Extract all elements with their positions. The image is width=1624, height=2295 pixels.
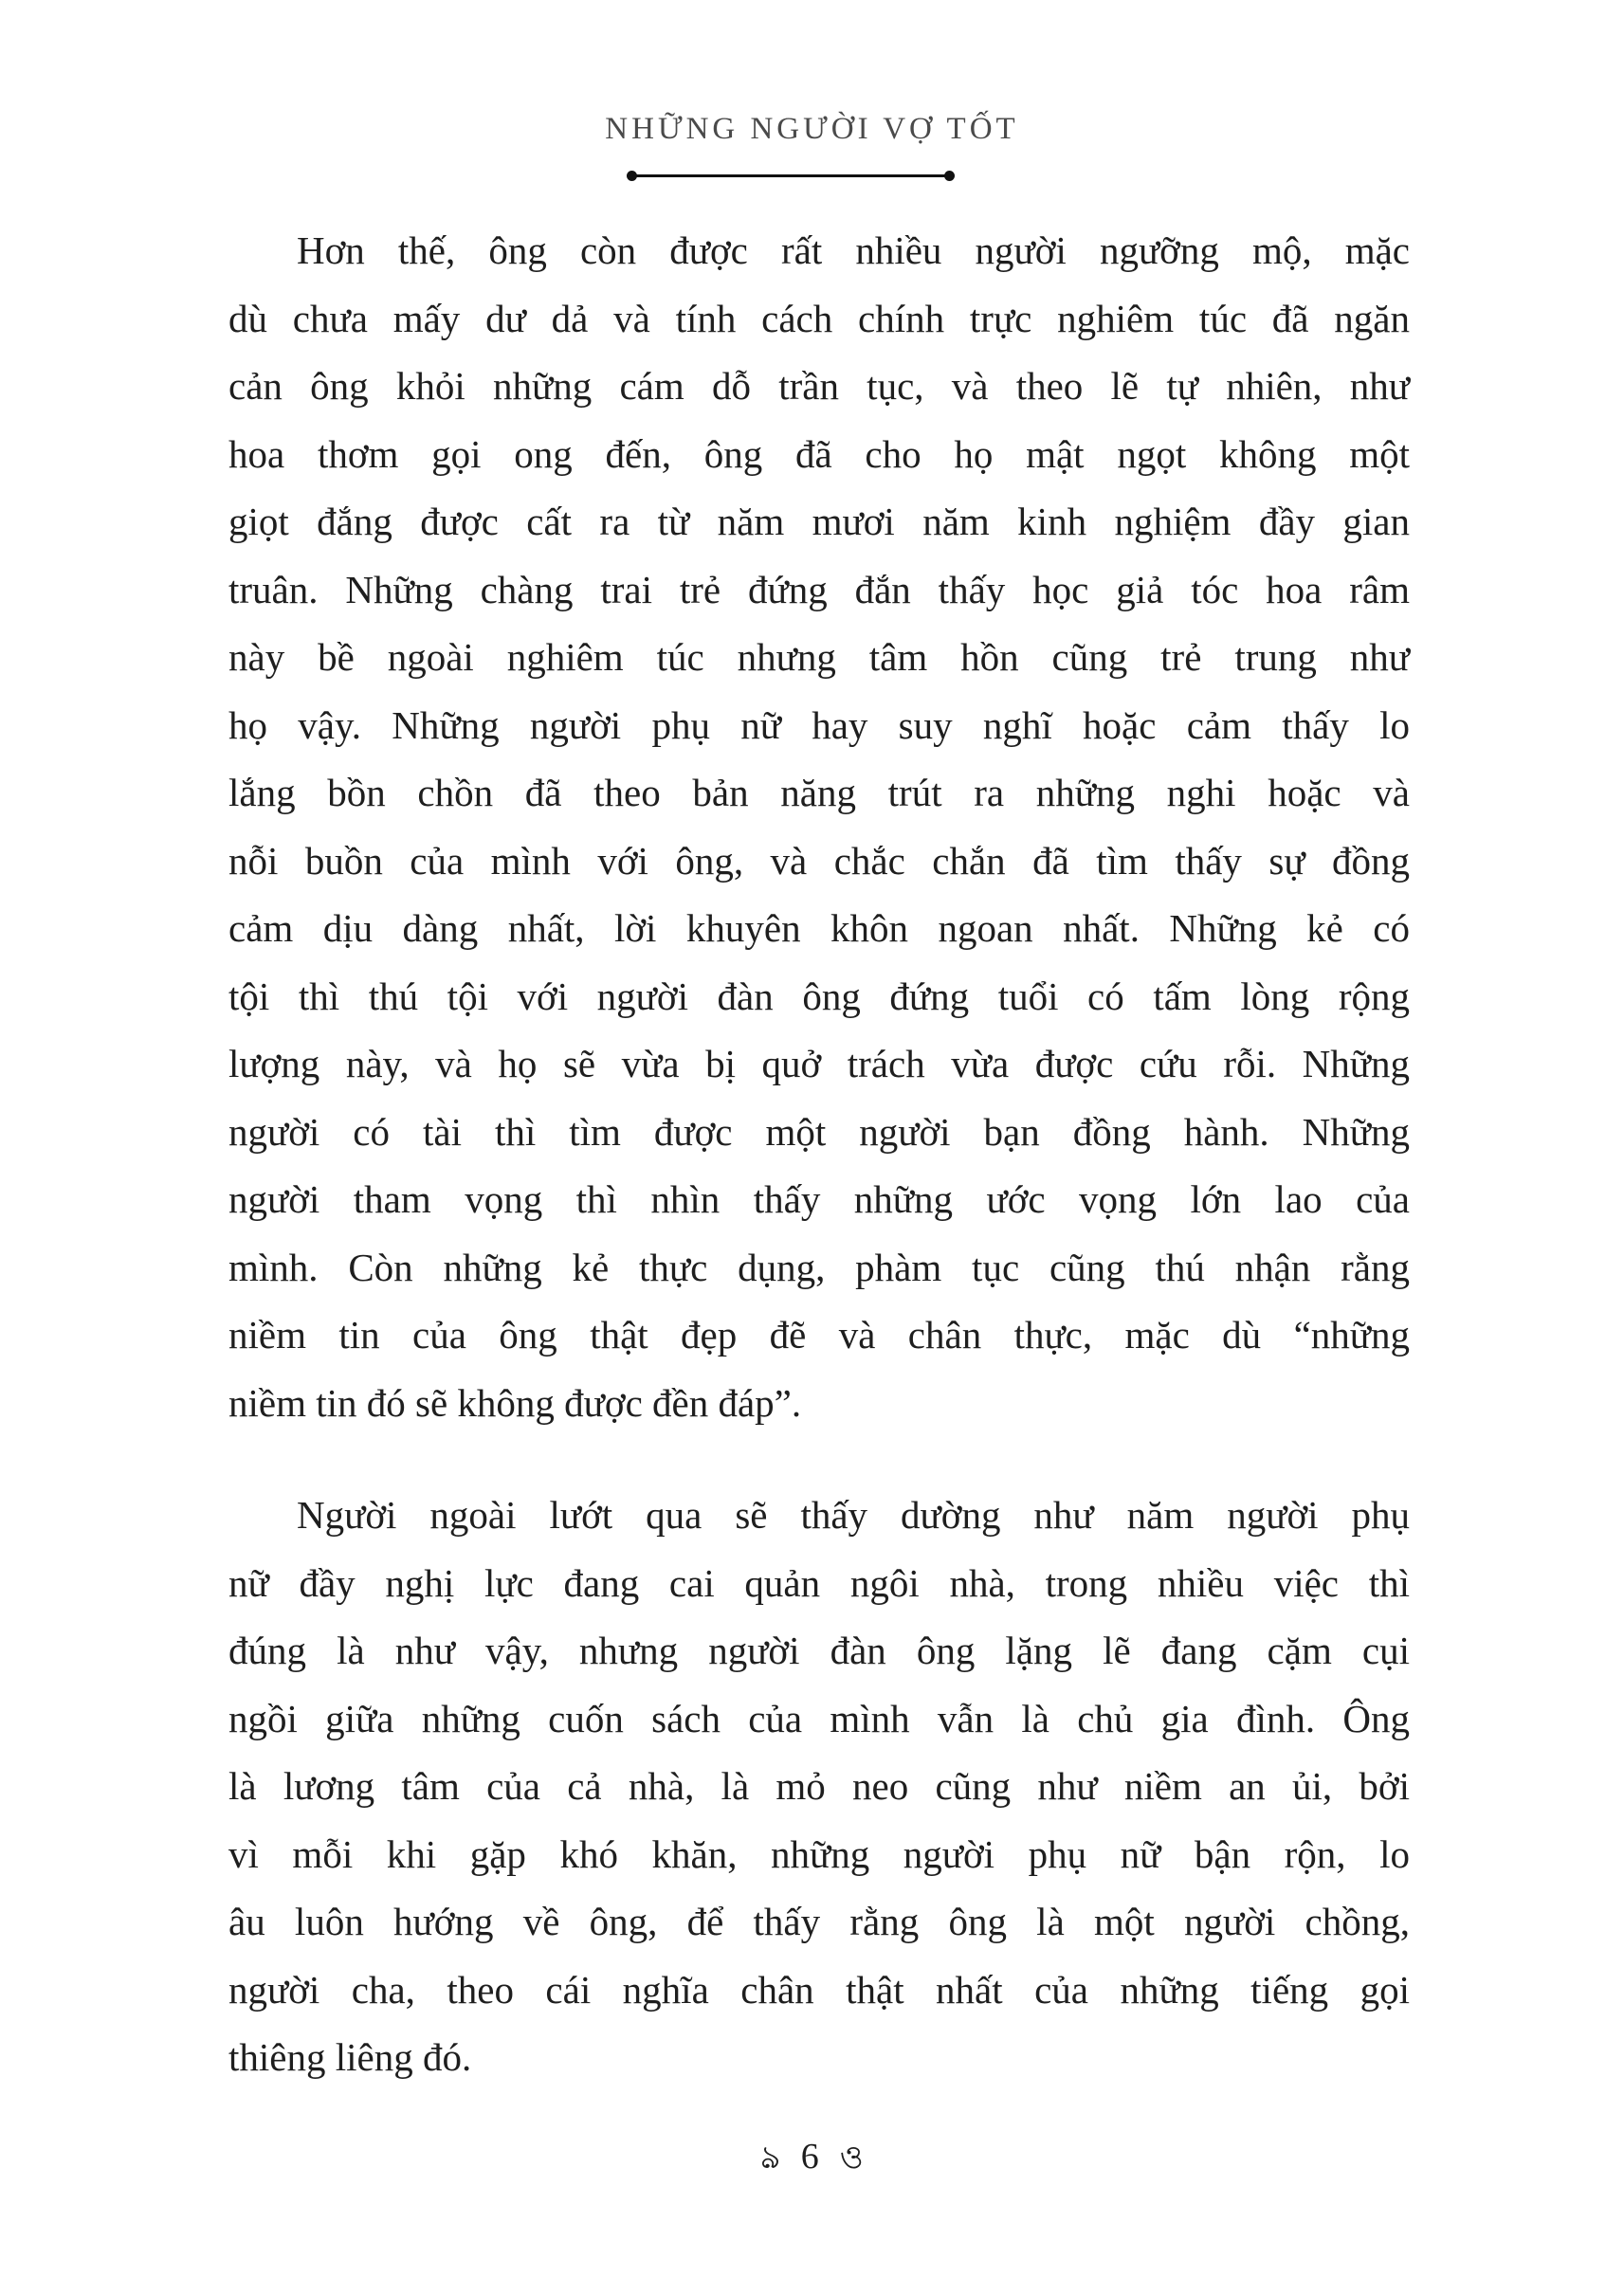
page-number: 6 <box>800 2137 819 2177</box>
text-line: mình. Còn những kẻ thực dụng, phàm tục cũng thú nhận rằng <box>228 1245 1410 1289</box>
text-line: nỗi buồn của mình với ông, và chắc chắn đã tìm thấy sự đồng <box>228 838 1410 883</box>
text-line: hoa thơm gọi ong đến, ông đã cho họ mật ngọt không một <box>228 431 1410 476</box>
paragraph-2 <box>228 1482 1410 2092</box>
running-header: NHỮNG NGƯỜI VỢ TỐT <box>605 112 1019 146</box>
text-line: lắng bồn chồn đã theo bản năng trút ra những nghi hoặc và <box>228 771 1410 814</box>
text-line: cảm dịu dàng nhất, lời khuyên khôn ngoan nhất. Những kẻ có <box>228 906 1410 950</box>
text-line: Hơn thế, ông còn được rất nhiều người ngưỡng mộ, mặc <box>297 228 1410 272</box>
text-line: người cha, theo cái nghĩa chân thật nhất của những tiếng gọi <box>228 1967 1410 2012</box>
text-line: người tham vọng thì nhìn thấy những ước vọng lớn lao của <box>228 1177 1410 1221</box>
text-line: niềm tin của ông thật đẹp đẽ và chân thực, mặc dù “những <box>228 1313 1410 1357</box>
text-line: này bề ngoài nghiêm túc nhưng tâm hồn cũng trẻ trung như <box>228 635 1410 679</box>
text-line: truân. Những chàng trai trẻ đứng đắn thấy học giả tóc hoa râm <box>228 567 1410 611</box>
text-line: âu luôn hướng về ông, để thấy rằng ông là một người chồng, <box>228 1900 1410 1943</box>
text-line: thiêng liêng đó. <box>228 2035 472 2079</box>
text-line: người có tài thì tìm được một người bạn đồng hành. Những <box>228 1109 1410 1154</box>
header-divider <box>630 174 951 177</box>
text-line: dù chưa mấy dư dả và tính cách chính trực nghiêm túc đã ngăn <box>228 296 1410 340</box>
text-line: niềm tin đó sẽ không được đền đáp”. <box>228 1380 802 1425</box>
text-line: đúng là như vậy, nhưng người đàn ông lặng lẽ đang cặm cụi <box>228 1629 1410 1672</box>
ornament-left-icon: ঌ <box>760 2140 780 2176</box>
text-line: tội thì thú tội với người đàn ông đứng tuổi có tấm lòng rộng <box>228 974 1410 1018</box>
text-line: ngồi giữa những cuốn sách của mình vẫn là chủ gia đình. Ông <box>228 1696 1410 1740</box>
text-line: cản ông khỏi những cám dỗ trần tục, và theo lẽ tự nhiên, như <box>228 364 1410 408</box>
text-line: là lương tâm của cả nhà, là mỏ neo cũng như niềm an ủi, bởi <box>228 1764 1410 1808</box>
paragraph-1 <box>228 217 1410 1437</box>
text-line: vì mỗi khi gặp khó khăn, những người phụ nữ bận rộn, lo <box>228 1831 1410 1876</box>
text-line: nữ đầy nghị lực đang cai quản ngôi nhà, trong nhiều việc thì <box>228 1560 1410 1605</box>
text-line: Người ngoài lướt qua sẽ thấy dường như năm người phụ <box>297 1493 1410 1537</box>
page-footer <box>0 2133 1624 2187</box>
text-line: họ vậy. Những người phụ nữ hay suy nghĩ hoặc cảm thấy lo <box>228 702 1410 747</box>
text-line: giọt đắng được cất ra từ năm mươi năm kinh nghiệm đầy gian <box>228 500 1410 543</box>
text-line: lượng này, và họ sẽ vừa bị quở trách vừa được cứu rỗi. Những <box>228 1042 1410 1085</box>
ornament-right-icon: ও <box>839 2140 864 2176</box>
